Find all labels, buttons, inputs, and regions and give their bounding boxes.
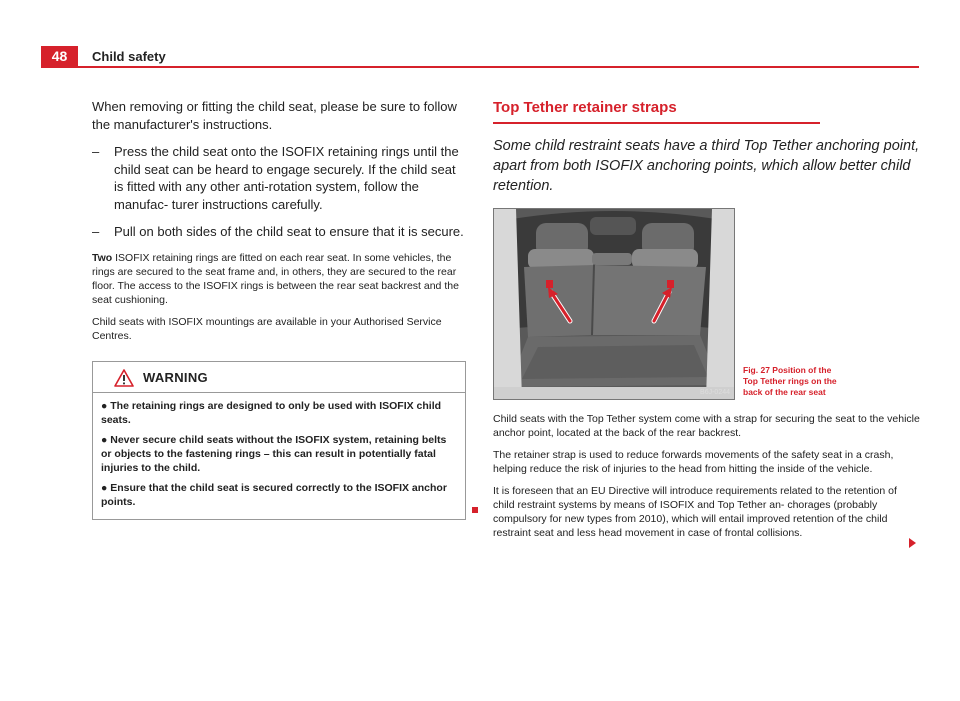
warning-header bbox=[93, 362, 465, 393]
page-number: 48 bbox=[41, 46, 78, 67]
warning-item: ● Ensure that the child seat is secured correctly to the ISOFIX anchor points. bbox=[101, 481, 447, 508]
warning-title: WARNING bbox=[143, 369, 208, 385]
step-text: Press the child seat onto the ISOFIX retaining rings until the child seat can be heard to engage securely. If the child seat is fitted with any other anti-rotation system, follow the manufac- turer instructions carefully. bbox=[114, 144, 459, 212]
figure-code: B6J-0244 bbox=[700, 389, 730, 396]
step-text: Pull on both sides of the child seat to ensure that it is secure. bbox=[114, 224, 464, 239]
body-paragraph: It is foreseen that an EU Directive will introduce requirements related to the retention of child restraint systems by means of ISOFIX and Top Tether an- chorages (probably compulsory for new types from 2010), which will entail improved retention of the child restraint seat and less head movement in case of frontal collisions. bbox=[493, 485, 897, 539]
figure-caption: Fig. 27 Position of the Top Tether rings on the back of the rear seat bbox=[743, 365, 837, 397]
list-dash: – bbox=[92, 144, 100, 159]
list-dash: – bbox=[92, 224, 100, 239]
warning-box bbox=[92, 361, 466, 520]
warning-body bbox=[93, 393, 465, 519]
warning-triangle-icon bbox=[114, 369, 134, 387]
figure-image bbox=[493, 208, 735, 400]
isofix-paragraph bbox=[92, 251, 464, 307]
chapter-title: Child safety bbox=[92, 49, 166, 64]
list-item bbox=[92, 143, 464, 213]
list-item bbox=[92, 223, 464, 241]
intro-paragraph: When removing or fitting the child seat, please be sure to follow the manufacturer's instructions. bbox=[92, 99, 457, 132]
warning-item: ● The retaining rings are designed to only be used with ISOFIX child seats. bbox=[101, 399, 442, 426]
section-title: Top Tether retainer straps bbox=[493, 99, 677, 116]
section-divider bbox=[493, 122, 820, 124]
continue-arrow-icon bbox=[909, 538, 916, 548]
isofix-text: ISOFIX retaining rings are fitted on each rear seat. In some vehicles, the rings are secured to the seat frame and, in others, they are secured to the rear floor. The access to the ISOFIX rings is between the rear seat backrest and the seat cushioning. bbox=[92, 251, 459, 306]
body-paragraph: The retainer strap is used to reduce forwards movements of the safety seat in a crash, helping reduce the risk of injuries to the head from hitting the inside of the vehicle. bbox=[493, 449, 894, 475]
service-paragraph: Child seats with ISOFIX mountings are available in your Authorised Service Centres. bbox=[92, 315, 442, 342]
right-column bbox=[493, 98, 920, 548]
body-paragraph: Child seats with the Top Tether system come with a strap for securing the seat to the vehicle anchor point, located at the back of the rear backrest. bbox=[493, 413, 920, 439]
end-marker-icon bbox=[472, 507, 478, 513]
figure bbox=[493, 208, 920, 400]
warning-item: ● Never secure child seats without the ISOFIX system, retaining belts or objects to the fastening rings – this can result in potentially fatal injuries to the child. bbox=[101, 433, 447, 474]
section-intro: Some child restraint seats have a third Top Tether anchoring point, apart from both ISOFIX anchoring points, which allow better child retention. bbox=[493, 138, 920, 194]
bold-lead: Two bbox=[92, 251, 113, 264]
header-divider bbox=[41, 66, 919, 68]
left-column bbox=[92, 98, 464, 520]
car-boot-illustration bbox=[494, 209, 734, 399]
